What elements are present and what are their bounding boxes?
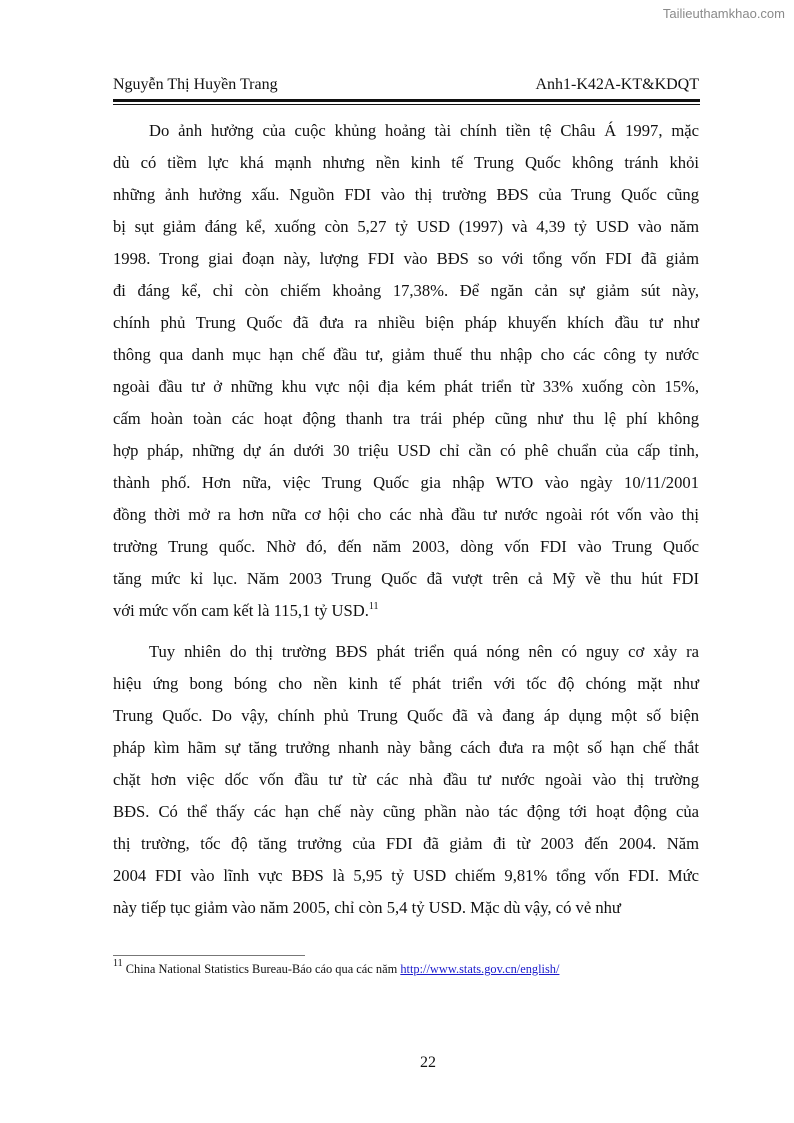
line-text: thành phố. Hơn nữa, việc Trung Quốc gia nhập WTO vào ngày 10/11/2001 xyxy=(113,473,699,492)
header-author: Nguyễn Thị Huyền Trang xyxy=(113,76,278,93)
footnote-number: 11 xyxy=(113,958,123,969)
page-number: 22 xyxy=(420,1054,436,1071)
text-line xyxy=(113,211,699,243)
header-rule-thin xyxy=(113,104,700,105)
line-text: hợp pháp, những dự án dưới 30 triệu USD chỉ cần có phê chuẩn của cấp tỉnh, xyxy=(113,441,699,460)
line-text: thông qua danh mục hạn chế đầu tư, giảm thuế thu nhập cho các công ty nước xyxy=(113,345,699,364)
text-line xyxy=(113,563,699,595)
line-text: dù có tiềm lực khá mạnh nhưng nền kinh tế Trung Quốc không tránh khỏi xyxy=(113,153,699,172)
text-line xyxy=(113,467,699,499)
line-text: những ảnh hưởng xấu. Nguồn FDI vào thị trường BĐS của Trung Quốc cũng xyxy=(113,185,699,204)
text-line xyxy=(113,732,699,764)
line-text: bị sụt giảm đáng kể, xuống còn 5,27 tỷ USD (1997) và 4,39 tỷ USD vào năm xyxy=(113,217,699,236)
line-text: thị trường, tốc độ tăng trưởng của FDI đã giảm đi từ 2003 đến 2004. Năm xyxy=(113,834,699,853)
line-text: trường Trung quốc. Nhờ đó, đến năm 2003, dòng vốn FDI vào Trung Quốc xyxy=(113,537,699,556)
text-line xyxy=(113,403,699,435)
line-text: ngoài đầu tư ở những khu vực nội địa kém phát triển từ 33% xuống còn 15%, xyxy=(113,377,699,396)
text-line xyxy=(113,700,699,732)
paragraph xyxy=(113,115,699,627)
header-rule-thick xyxy=(113,99,700,102)
line-text: chính phủ Trung Quốc đã đưa ra nhiều biện pháp khuyến khích đầu tư như xyxy=(113,313,699,332)
text-line xyxy=(113,595,699,627)
text-line xyxy=(113,860,699,892)
text-line xyxy=(113,147,699,179)
line-text: đồng thời mở ra hơn nữa cơ hội cho các nhà đầu tư nước ngoài rót vốn vào thị xyxy=(113,505,699,524)
text-line xyxy=(113,371,699,403)
footnote-text: China National Statistics Bureau-Báo cáo qua các năm xyxy=(125,962,401,976)
footnote xyxy=(113,958,560,977)
line-text: tăng mức kỉ lục. Năm 2003 Trung Quốc đã vượt trên cả Mỹ về thu hút FDI xyxy=(113,569,699,588)
footnote-separator xyxy=(113,955,305,956)
line-text: BĐS. Có thể thấy các hạn chế này cũng phần nào tác động tới hoạt động của xyxy=(113,802,699,821)
paragraph xyxy=(113,636,699,924)
text-line xyxy=(113,307,699,339)
text-line xyxy=(113,764,699,796)
body-text xyxy=(113,115,699,924)
line-text: pháp kìm hãm sự tăng trưởng nhanh này bằng cách đưa ra một số hạn chế thắt xyxy=(113,738,699,757)
text-line xyxy=(113,828,699,860)
text-line xyxy=(113,668,699,700)
text-line xyxy=(113,892,699,924)
text-line xyxy=(113,339,699,371)
header-class: Anh1-K42A-KT&KDQT xyxy=(535,76,699,93)
line-text: 1998. Trong giai đoạn này, lượng FDI vào BĐS so với tổng vốn FDI đã giảm xyxy=(113,249,699,268)
text-line xyxy=(113,435,699,467)
line-text: Trung Quốc. Do vậy, chính phủ Trung Quốc đã và đang áp dụng một số biện xyxy=(113,706,699,725)
text-line xyxy=(113,179,699,211)
footnote-reference[interactable]: 11 xyxy=(368,601,379,612)
line-text: Do ảnh hưởng của cuộc khủng hoảng tài chính tiền tệ Châu Á 1997, mặc xyxy=(149,121,699,140)
text-line xyxy=(113,243,699,275)
line-text: với mức vốn cam kết là 115,1 tỷ USD. xyxy=(113,601,369,620)
line-text: hiệu ứng bong bóng cho nền kinh tế phát triển với tốc độ chóng mặt như xyxy=(113,674,699,693)
text-line xyxy=(113,796,699,828)
text-line xyxy=(113,275,699,307)
line-text: Tuy nhiên do thị trường BĐS phát triển quá nóng nên có nguy cơ xảy ra xyxy=(149,642,699,661)
text-line xyxy=(113,531,699,563)
line-text: chặt hơn việc dốc vốn đầu tư từ các nhà đầu tư nước ngoài vào thị trường xyxy=(113,770,699,789)
line-text: này tiếp tục giảm vào năm 2005, chỉ còn 5,4 tỷ USD. Mặc dù vậy, có vẻ như xyxy=(113,898,621,917)
page-header xyxy=(113,76,699,96)
line-text: đi đáng kể, chỉ còn chiếm khoảng 17,38%. Để ngăn cản sự giảm sút này, xyxy=(113,281,699,300)
line-text: 2004 FDI vào lĩnh vực BĐS là 5,95 tỷ USD chiếm 9,81% tổng vốn FDI. Mức xyxy=(113,866,699,885)
text-line xyxy=(113,636,699,668)
text-line xyxy=(113,499,699,531)
line-text: cấm hoàn toàn các hoạt động thanh tra trái phép cũng như thu lệ phí không xyxy=(113,409,699,428)
text-line xyxy=(113,115,699,147)
watermark: Tailieuthamkhao.com xyxy=(662,6,785,21)
footnote-link[interactable]: http://www.stats.gov.cn/english/ xyxy=(400,962,560,976)
